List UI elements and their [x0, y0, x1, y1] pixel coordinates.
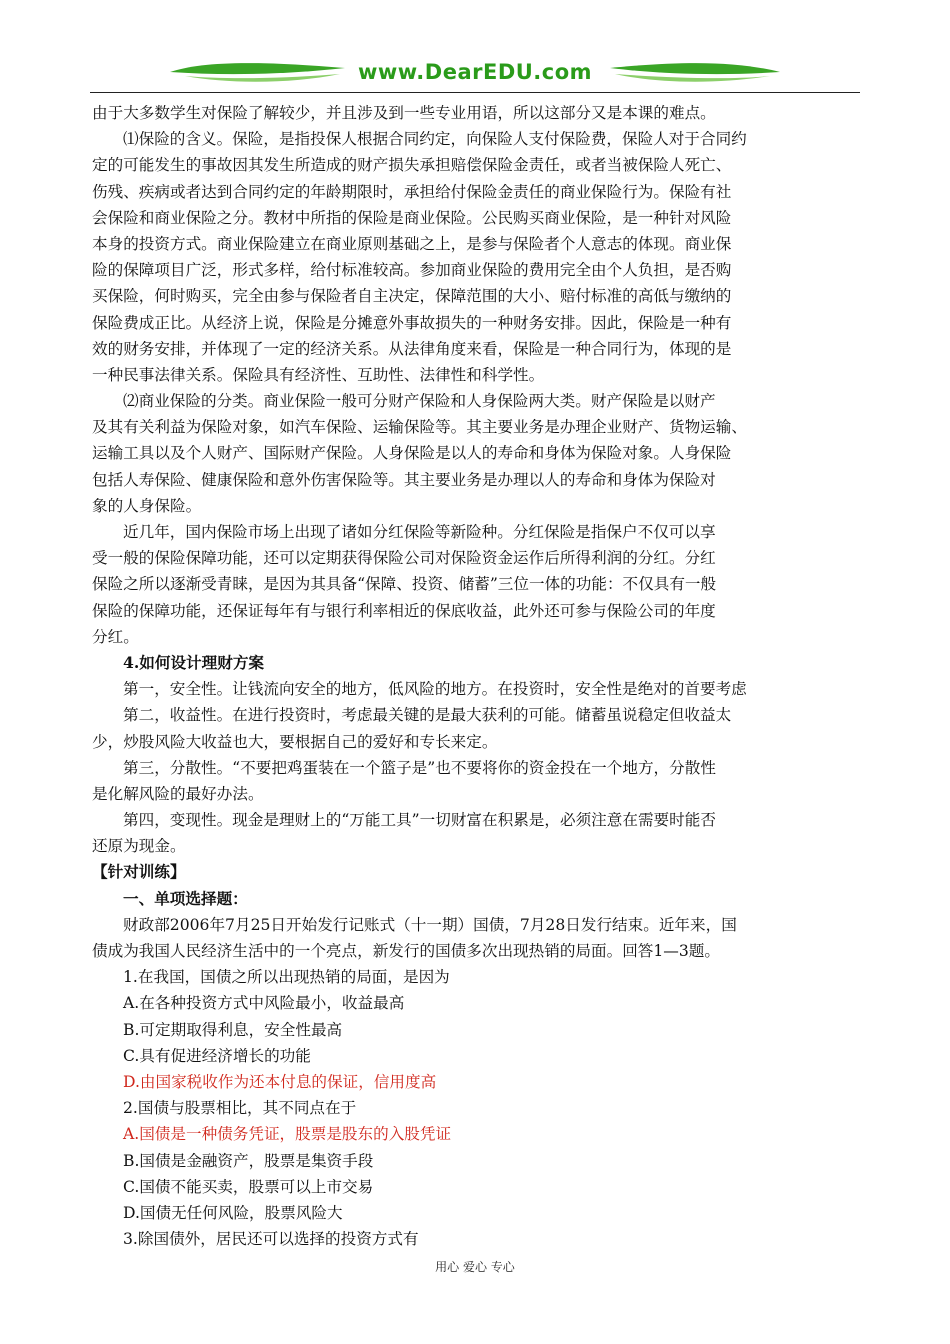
text-line: 第三，分散性。“不要把鸡蛋装在一个篮子是”也不要将你的资金投在一个地方，分散性 [123, 758, 716, 777]
text-line: 效的财务安排，并体现了一定的经济关系。从法律角度来看，保险是一种合同行为，体现的是 [92, 339, 732, 358]
text-line: B.国债是金融资产，股票是集资手段 [123, 1151, 374, 1170]
page-footer: 用心 爱心 专心 [435, 1260, 515, 1274]
text-line: 会保险和商业保险之分。教材中所指的保险是商业保险。公民购买商业保险，是一种针对风险 [92, 208, 732, 227]
text-line: 包括人寿保险、健康保险和意外伤害保险等。其主要业务是办理以人的寿命和身体为保险对 [92, 470, 716, 489]
text-line: 保险之所以逐渐受青睐，是因为其具备“保障、投资、储蓄”三位一体的功能：不仅具有一般 [92, 575, 717, 594]
text-line: 一种民事法律关系。保险具有经济性、互助性、法律性和科学性。 [92, 365, 545, 384]
text-line: 分红。 [92, 627, 139, 646]
text-line: 本身的投资方式。商业保险建立在商业原则基础之上，是参与保险者个人意志的体现。商业保 [92, 234, 732, 253]
text-line: 债成为我国人民经济生活中的一个亮点，新发行的国债多次出现热销的局面。回答1—3题。 [92, 942, 720, 960]
text-line: B.可定期取得利息，安全性最高 [123, 1020, 343, 1039]
text-line: D.由国家税收作为还本付息的保证，信用度高 [123, 1072, 437, 1091]
document-body [92, 100, 867, 1252]
text-line: 险的保障项目广泛，形式多样，给付标准较高。参加商业保险的费用完全由个人负担，是否购 [92, 261, 732, 280]
text-line: 2.国债与股票相比，其不同点在于 [123, 1099, 357, 1118]
text-line: 1.在我国，国债之所以出现热销的局面，是因为 [123, 968, 450, 987]
text-line: 第二，收益性。在进行投资时，考虑最关键的是最大获利的可能。储蓄虽说稳定但收益太 [123, 706, 732, 725]
text-line: 买保险，何时购买，完全由参与保险者自主决定，保障范围的大小、赔付标准的高低与缴纳的 [92, 287, 732, 306]
text-line: C.国债不能买卖，股票可以上市交易 [123, 1177, 374, 1196]
text-line: 受一般的保险保障功能，还可以定期获得保险公司对保险资金运作后所得利润的分红。分红 [92, 549, 716, 568]
text-line: 第一，安全性。让钱流向安全的地方，低风险的地方。在投资时，安全性是绝对的首要考虑 [123, 680, 747, 699]
text-line: 3.除国债外，居民还可以选择的投资方式有 [123, 1230, 419, 1249]
text-line: 【针对训练】 [92, 862, 186, 882]
text-line: 由于大多数学生对保险了解较少，并且涉及到一些专业用语，所以这部分又是本课的难点。 [92, 104, 716, 122]
text-line: 一、单项选择题： [123, 888, 248, 908]
text-line: 伤残、疾病或者达到合同约定的年龄期限时，承担给付保险金责任的商业保险行为。保险有社 [92, 182, 732, 201]
page-header [90, 52, 860, 92]
text-line: 保险的保障功能，还保证每年有与银行利率相近的保底收益，此外还可参与保险公司的年度 [92, 601, 716, 620]
text-line: A.国债是一种债务凭证，股票是股东的入股凭证 [123, 1125, 452, 1144]
text-line: 第四，变现性。现金是理财上的“万能工具”一切财富在积累是，必须注意在需要时能否 [123, 811, 716, 830]
text-line: 运输工具以及个人财产、国际财产保险。人身保险是以人的寿命和身体为保险对象。人身保险 [92, 444, 732, 463]
text-line: 定的可能发生的事故因其发生所造成的财产损失承担赔偿保险金责任，或者当被保险人死亡、 [92, 156, 732, 175]
text-line: 保险费成正比。从经济上说，保险是分摊意外事故损失的一种财务安排。因此，保险是一种有 [92, 313, 732, 332]
text-line: 是化解风险的最好办法。 [92, 784, 264, 803]
text-line: 近几年，国内保险市场上出现了诸如分红保险等新险种。分红保险是指保户不仅可以享 [123, 523, 716, 541]
text-line: D.国债无任何风险，股票风险大 [123, 1203, 343, 1222]
text-line: 少，炒股风险大收益也大，要根据自己的爱好和专长来定。 [92, 732, 498, 751]
text-line: 象的人身保险。 [92, 496, 202, 515]
text-line: 财政部2006年7月25日开始发行记账式（十一期）国债，7月28日发行结束。近年来，国 [123, 915, 737, 934]
text-line: ⑴保险的含义。保险，是指投保人根据合同约定，向保险人支付保险费，保险人对于合同约 [123, 130, 747, 149]
text-line: A.在各种投资方式中风险最小，收益最高 [123, 994, 405, 1013]
text-line: C.具有促进经济增长的功能 [123, 1046, 311, 1065]
text-line: ⑵商业保险的分类。商业保险一般可分财产保险和人身保险两大类。财产保险是以财产 [123, 392, 716, 411]
header-divider [90, 92, 860, 93]
text-line: 4.如何设计理财方案 [123, 652, 265, 672]
text-line: 及其有关利益为保险对象，如汽车保险、运输保险等。其主要业务是办理企业财产、货物运输、 [92, 418, 747, 437]
text-line: 还原为现金。 [92, 837, 186, 856]
site-logo-text[interactable]: www.DearEDU.com [357, 60, 593, 84]
